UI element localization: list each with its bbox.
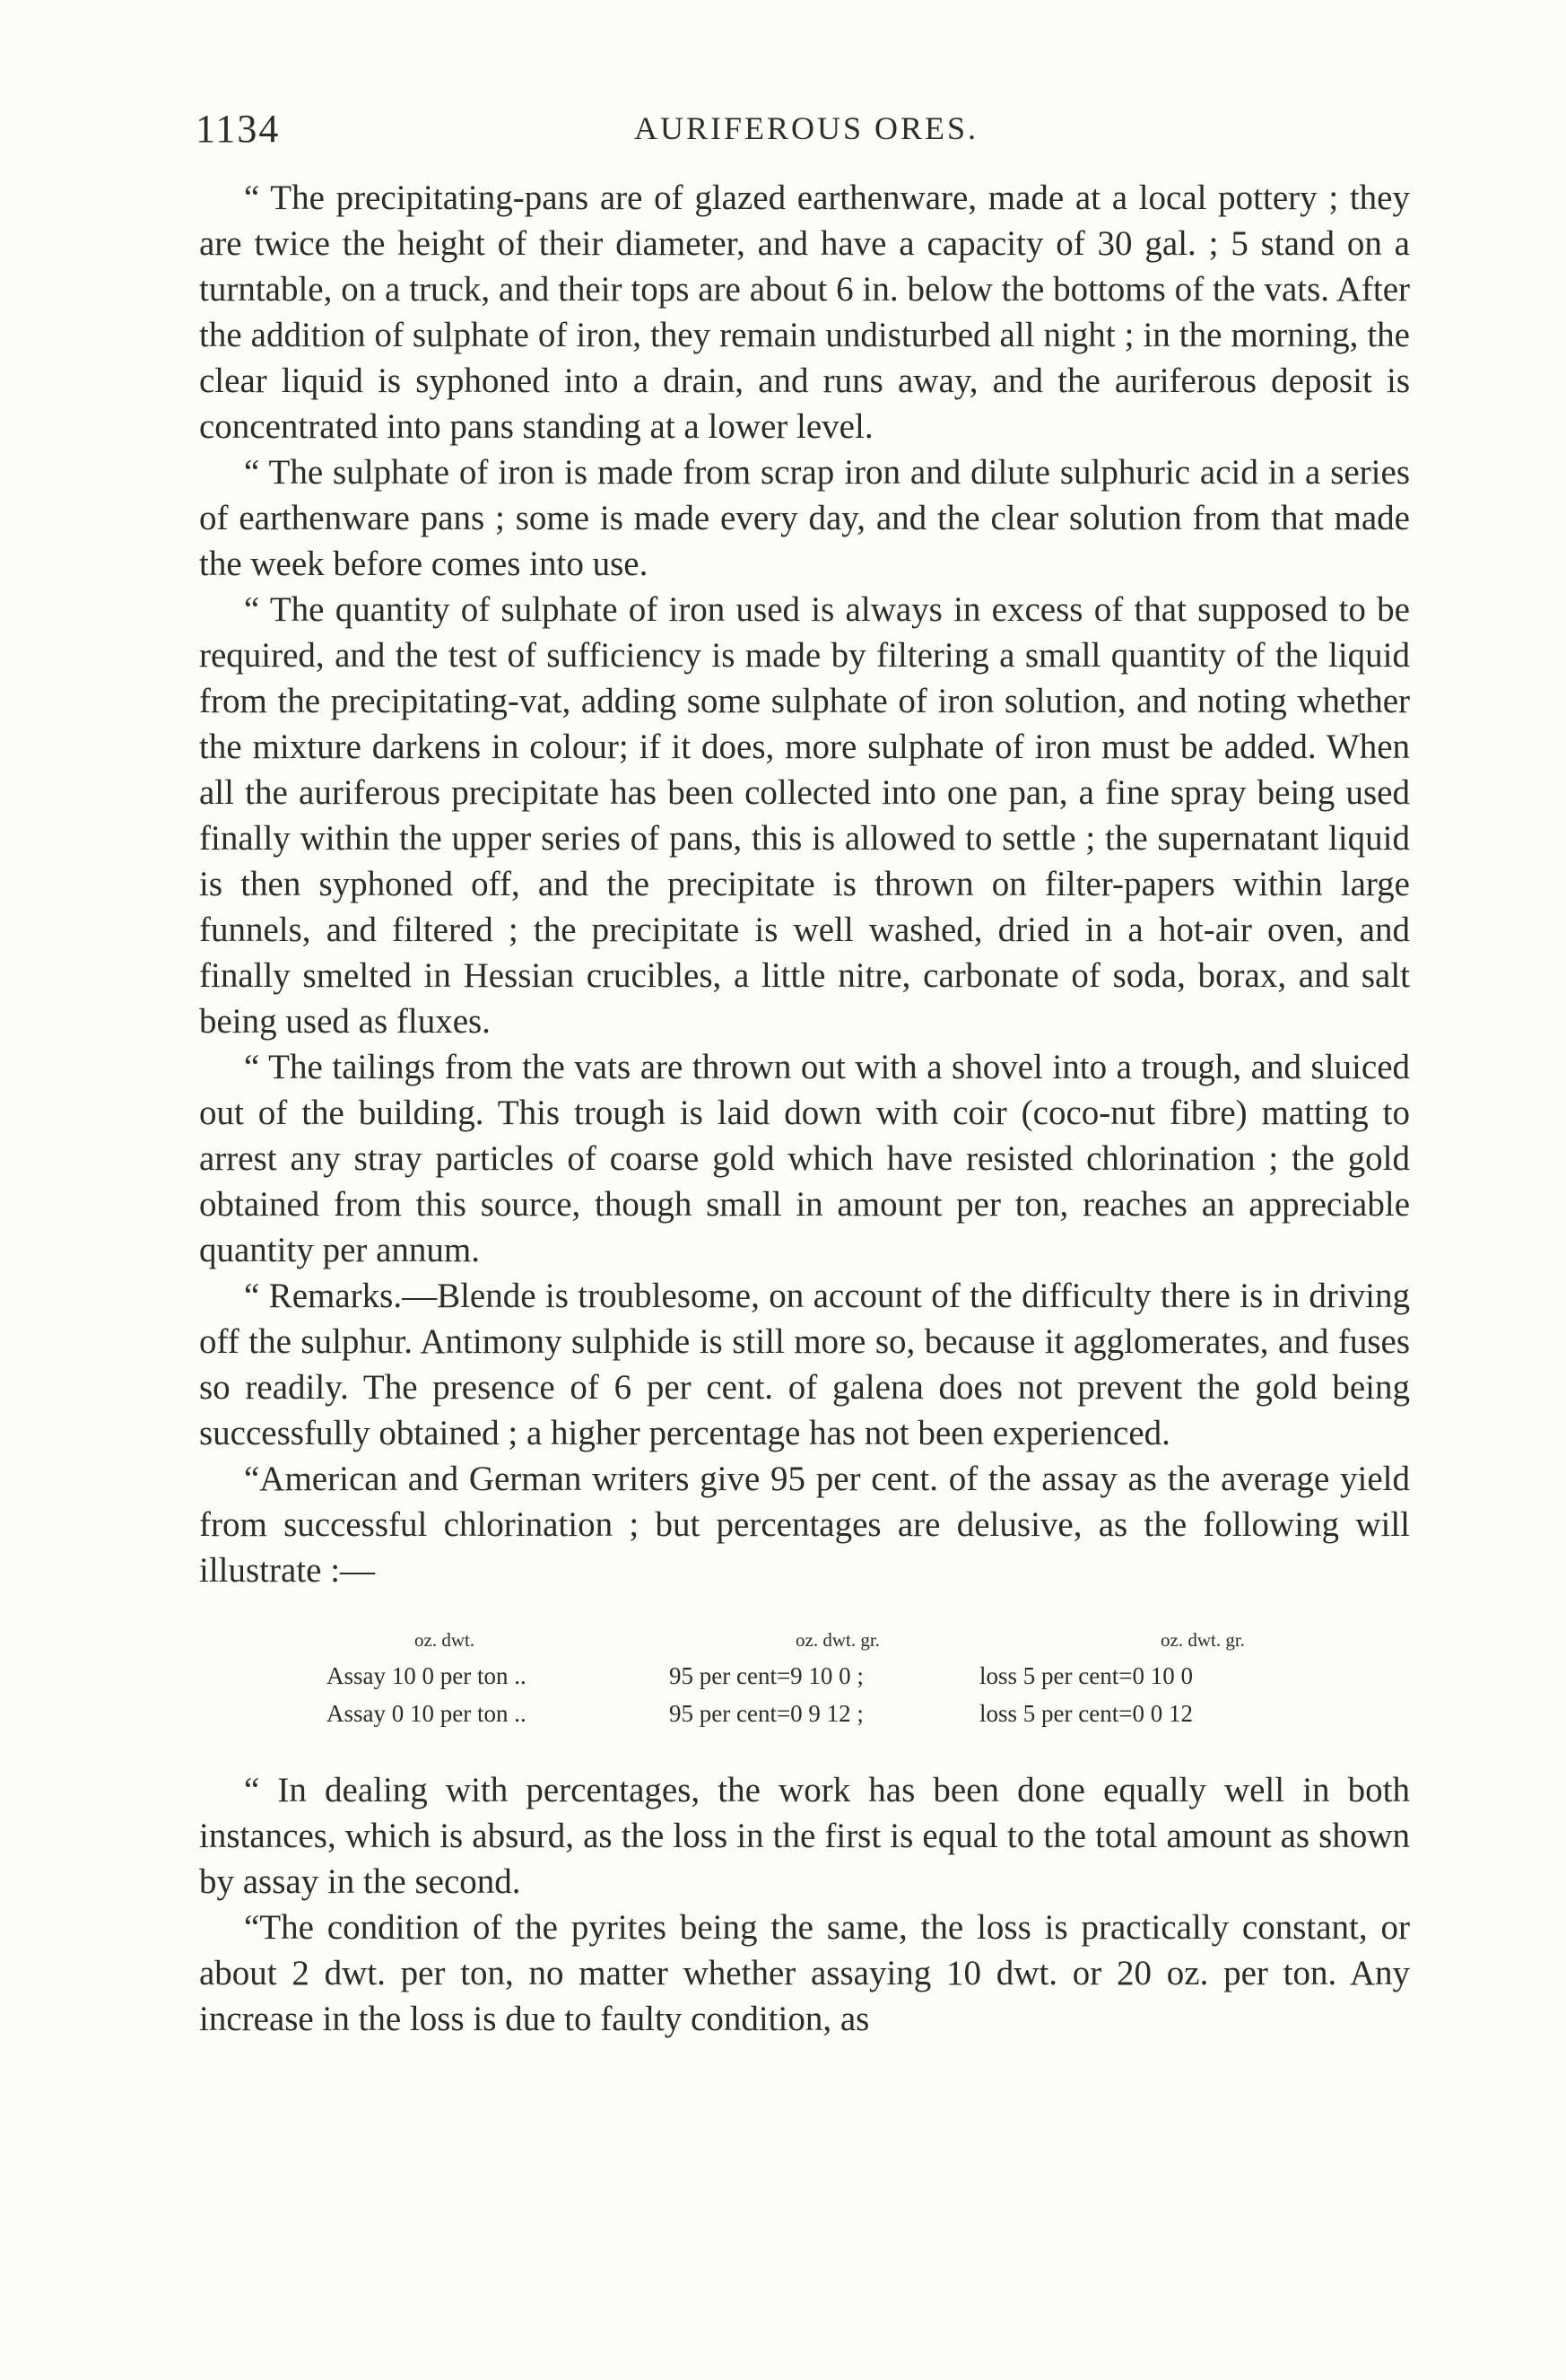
paragraph-tailings: “ The tailings from the vats are thrown out with a shovel into a trough, and sluiced out of the building. This trough is laid down with coir (coco-nut fibre) matting to arrest any stray particles of coarse gold which have resisted chlorination ; the gold obtained from this source, though small in amount per ton, reaches an appreciable quantity per annum. (199, 1048, 1410, 1269)
paragraph-sulphate-of-iron: “ The sulphate of iron is made from scrap iron and dilute sulphuric acid in a series of earthenware pans ; some is made every day, and the clear solution from that made the week before comes into use. (199, 453, 1410, 583)
paragraph-dealing-with-percentages: “ In dealing with percentages, the work has been done equally well in both instances, which is absurd, as the loss in the first is equal to the total amount as shown by assay in the second. (199, 1771, 1410, 1901)
assay-table (199, 1622, 1410, 1731)
running-title: AURIFEROUS ORES. (633, 110, 979, 146)
paragraph-remarks: “ Remarks.—Blende is troublesome, on account of the difficulty there is in driving off the sulphur. Antimony sulphide is still more so, because it agglomerates, and fuses so readily. The presence of 6 per cent. of galena does not prevent the gold being successfully obtained ; a higher percentage has not been experienced. (199, 1277, 1410, 1452)
assay-table-header-cell: oz. dwt. (414, 1629, 475, 1651)
assay-table-header (199, 1622, 1410, 1658)
assay-table-cell: 95 per cent=0 9 12 ; (669, 1700, 864, 1727)
assay-table-cell: Assay 10 0 per ton .. (326, 1662, 526, 1689)
assay-table-cell: loss 5 per cent=0 10 0 (979, 1662, 1193, 1689)
assay-table-cell: loss 5 per cent=0 0 12 (979, 1700, 1193, 1727)
body-text (199, 175, 1410, 2042)
paragraph-american-german-writers: “American and German writers give 95 per cent. of the assay as the average yield from successful chlorination ; but percentages are delusive, as the following will illustrate :— (199, 1460, 1410, 1590)
paragraph-precipitating-pans: “ The precipitating-pans are of glazed earthenware, made at a local pottery ; they are twice the height of their diameter, and have a capacity of 30 gal. ; 5 stand on a turntable, on a truck, and their tops are about 6 in. below the bottoms of the vats. After the addition of sulphate of iron, they remain undisturbed all night ; in the morning, the clear liquid is syphoned into a drain, and runs away, and the auriferous deposit is concentrated into pans standing at a lower level. (199, 179, 1410, 446)
assay-table-row (199, 1696, 1410, 1731)
assay-table-cell: Assay 0 10 per ton .. (326, 1700, 526, 1727)
assay-table-header-cell: oz. dwt. gr. (1161, 1629, 1245, 1651)
page-number: 1134 (196, 107, 281, 151)
assay-table-header-cell: oz. dwt. gr. (796, 1629, 880, 1651)
page-header (196, 106, 1417, 151)
assay-table-cell: 95 per cent=9 10 0 ; (669, 1662, 864, 1689)
assay-table-row (199, 1658, 1410, 1694)
paragraph-quantity-of-sulphate: “ The quantity of sulphate of iron used is always in excess of that supposed to be required, and the test of sufficiency is made by filtering a small quantity of the liquid from the precipitating-vat, adding some sulphate of iron solution, and noting whether the mixture darkens in colour; if it does, more sulphate of iron must be added. When all the auriferous precipitate has been collected into one pan, a fine spray being used finally within the upper series of pans, this is allowed to settle ; the supernatant liquid is then syphoned off, and the precipitate is thrown on filter-papers within large funnels, and filtered ; the precipitate is well washed, dried in a hot-air oven, and finally smelted in Hessian crucibles, a little nitre, carbonate of soda, borax, and salt being used as fluxes. (199, 590, 1410, 1041)
paragraph-condition-of-pyrites: “The condition of the pyrites being the same, the loss is practically constant, or about 2 dwt. per ton, no matter whether assaying 10 dwt. or 20 oz. per ton. Any increase in the loss is due to faulty condition, as (199, 1908, 1410, 2038)
